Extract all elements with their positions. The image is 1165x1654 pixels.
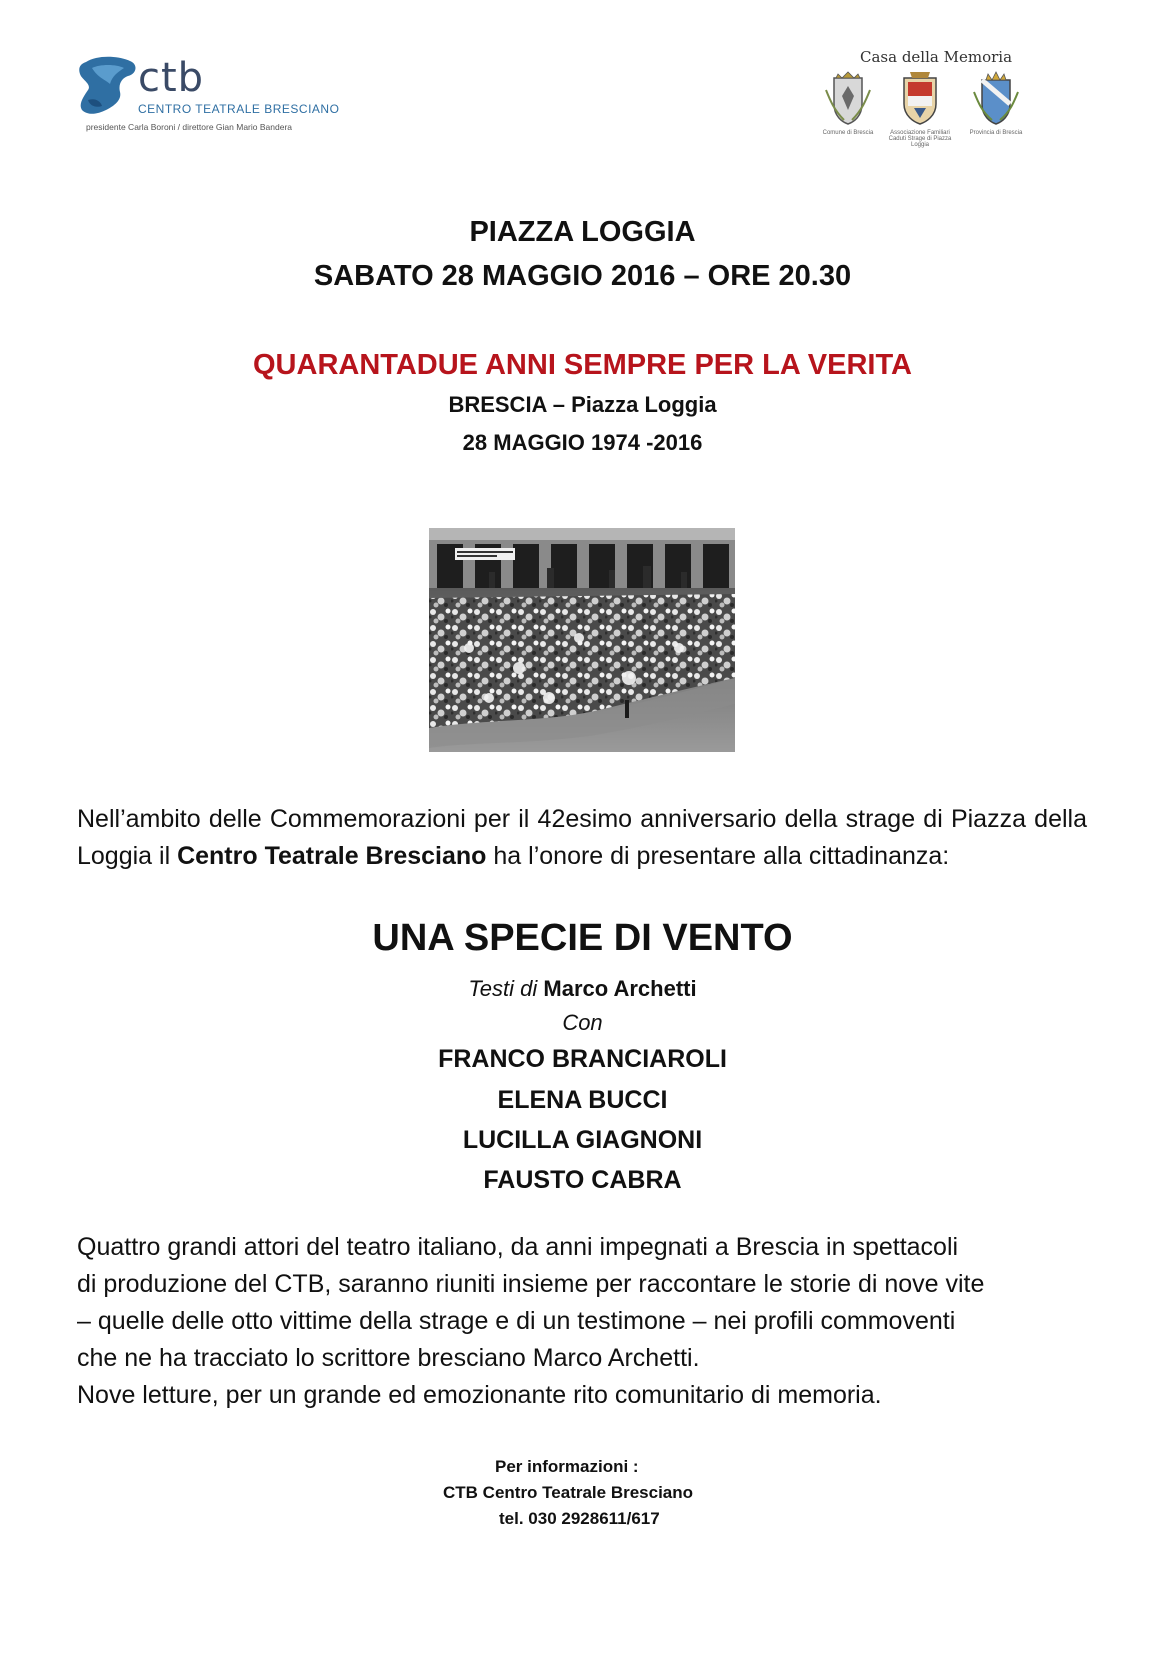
memorial-photo	[429, 528, 735, 752]
casa-title: Casa della Memoria	[860, 48, 1013, 66]
comune-crest-label: Comune di Brescia	[822, 130, 874, 136]
ctb-emblem-icon	[78, 54, 140, 120]
description-line: che ne ha tracciato lo scrittore bresciano Marco Archetti.	[77, 1344, 700, 1372]
intro-paragraph	[77, 801, 1087, 875]
casa-della-memoria-logo	[820, 48, 1050, 148]
description-line: di produzione del CTB, saranno riuniti insieme per raccontare le storie di nove vite	[77, 1270, 985, 1298]
associazione-crest-label: Associazione Familiari Caduti Strage di Piazza Loggia	[888, 130, 952, 148]
actor-name: FRANCO BRANCIAROLI	[438, 1045, 727, 1073]
event-location: BRESCIA – Piazza Loggia	[448, 392, 717, 417]
ctb-logo	[78, 50, 338, 140]
credits-prefix: Testi di	[468, 976, 538, 1001]
actor-name: FAUSTO CABRA	[483, 1166, 682, 1194]
comune-crest-icon	[820, 70, 876, 128]
ctb-credits: presidente Carla Boroni / direttore Gian Mario Bandera	[86, 122, 292, 132]
event-title: QUARANTADUE ANNI SEMPRE PER LA VERITA	[253, 349, 912, 381]
intro-text-after: ha l’onore di presentare alla cittadinanza:	[486, 842, 950, 870]
intro-text-before: Nell’ambito delle Commemorazioni per il 42esimo anniversario della strage di Piazza della Loggia il	[77, 805, 1087, 870]
description-line: – quelle delle otto vittime della strage e di un testimone – nei profili commoventi	[77, 1307, 956, 1335]
intro-organizer: Centro Teatrale Bresciano	[177, 842, 487, 870]
provincia-crest-label: Provincia di Brescia	[969, 130, 1023, 136]
event-datetime: SABATO 28 MAGGIO 2016 – ORE 20.30	[313, 260, 852, 292]
description-line: Nove letture, per un grande ed emozionante rito comunitario di memoria.	[77, 1381, 882, 1409]
contact-label: Per informazioni :	[495, 1457, 639, 1476]
associazione-crest-icon	[892, 70, 948, 128]
event-years: 28 MAGGIO 1974 -2016	[462, 430, 703, 455]
description-paragraph	[77, 1229, 1087, 1414]
provincia-crest-icon	[968, 70, 1024, 128]
contact-phone: tel. 030 2928611/617	[499, 1509, 660, 1528]
show-credits	[0, 976, 1165, 1002]
show-title: UNA SPECIE DI VENTO	[372, 917, 793, 959]
contact-org: CTB Centro Teatrale Bresciano	[443, 1483, 694, 1502]
actor-name: ELENA BUCCI	[497, 1086, 668, 1114]
credits-author: Marco Archetti	[543, 976, 697, 1001]
ctb-wordmark: ctb	[138, 55, 205, 101]
with-label: Con	[562, 1010, 603, 1035]
actor-name: LUCILLA GIAGNONI	[462, 1126, 703, 1154]
ctb-subtitle: CENTRO TEATRALE BRESCIANO	[138, 102, 340, 116]
description-line: Quattro grandi attori del teatro italiano, da anni impegnati a Brescia in spettacoli	[77, 1233, 959, 1261]
event-venue: PIAZZA LOGGIA	[469, 216, 696, 248]
